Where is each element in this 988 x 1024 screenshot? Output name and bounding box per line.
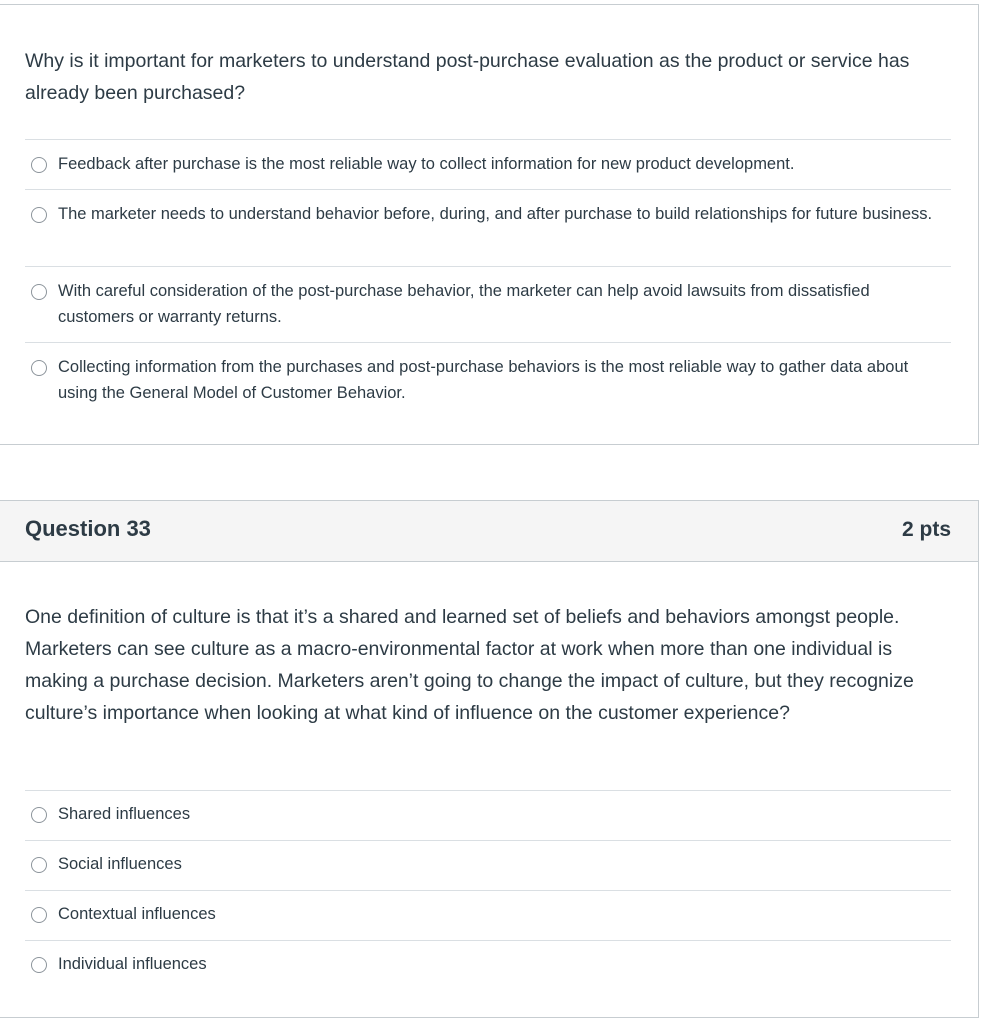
answer-label[interactable]: With careful consideration of the post-purchase behavior, the marketer can help avoid lawsuits from dissatisfied customers or warranty returns. [58,282,870,326]
answer-label[interactable]: The marketer needs to understand behavior before, during, and after purchase to build relationships for future business. [58,205,933,223]
answer-label[interactable]: Feedback after purchase is the most reliable way to collect information for new product development. [58,155,795,173]
radio-button[interactable] [31,957,47,973]
answer-option[interactable] [25,790,951,840]
radio-button[interactable] [31,360,47,376]
answer-label[interactable]: Contextual influences [58,905,216,923]
radio-button[interactable] [31,284,47,300]
question-points: 2 pts [901,518,951,541]
answer-option[interactable] [25,840,951,890]
question-33-card [0,500,979,1018]
radio-button[interactable] [31,907,47,923]
answer-label[interactable]: Social influences [58,855,182,873]
radio-button[interactable] [31,207,47,223]
question-32-card [0,4,979,445]
radio-button[interactable] [31,857,47,873]
question-title: Question 33 [25,516,151,541]
answer-option[interactable] [25,266,951,342]
answer-label[interactable]: Shared influences [58,805,191,823]
question-33-answers [25,790,951,990]
radio-button[interactable] [31,157,47,173]
answer-option[interactable] [25,940,951,990]
answer-label[interactable]: Individual influences [58,955,207,973]
question-32-answers [25,139,951,420]
answer-option[interactable] [25,890,951,940]
question-33-text: One definition of culture is that it’s a shared and learned set of beliefs and behaviors amongst people. Marketers can see culture as a macro-environmental factor at work when more than one individual is making a purchase decision. Marketers aren’t going to change the impact of culture, but they recognize culture’s importance when looking at what kind of influence on the customer experience? [25,606,914,724]
answer-label[interactable]: Collecting information from the purchases and post-purchase behaviors is the most reliable way to gather data about using the General Model of Customer Behavior. [58,358,909,402]
answer-option[interactable] [25,189,951,266]
radio-button[interactable] [31,807,47,823]
question-header [0,501,978,562]
answer-option[interactable] [25,342,951,420]
answer-option[interactable] [25,139,951,189]
question-32-text: Why is it important for marketers to understand post-purchase evaluation as the product or service has already been purchased? [25,50,910,104]
